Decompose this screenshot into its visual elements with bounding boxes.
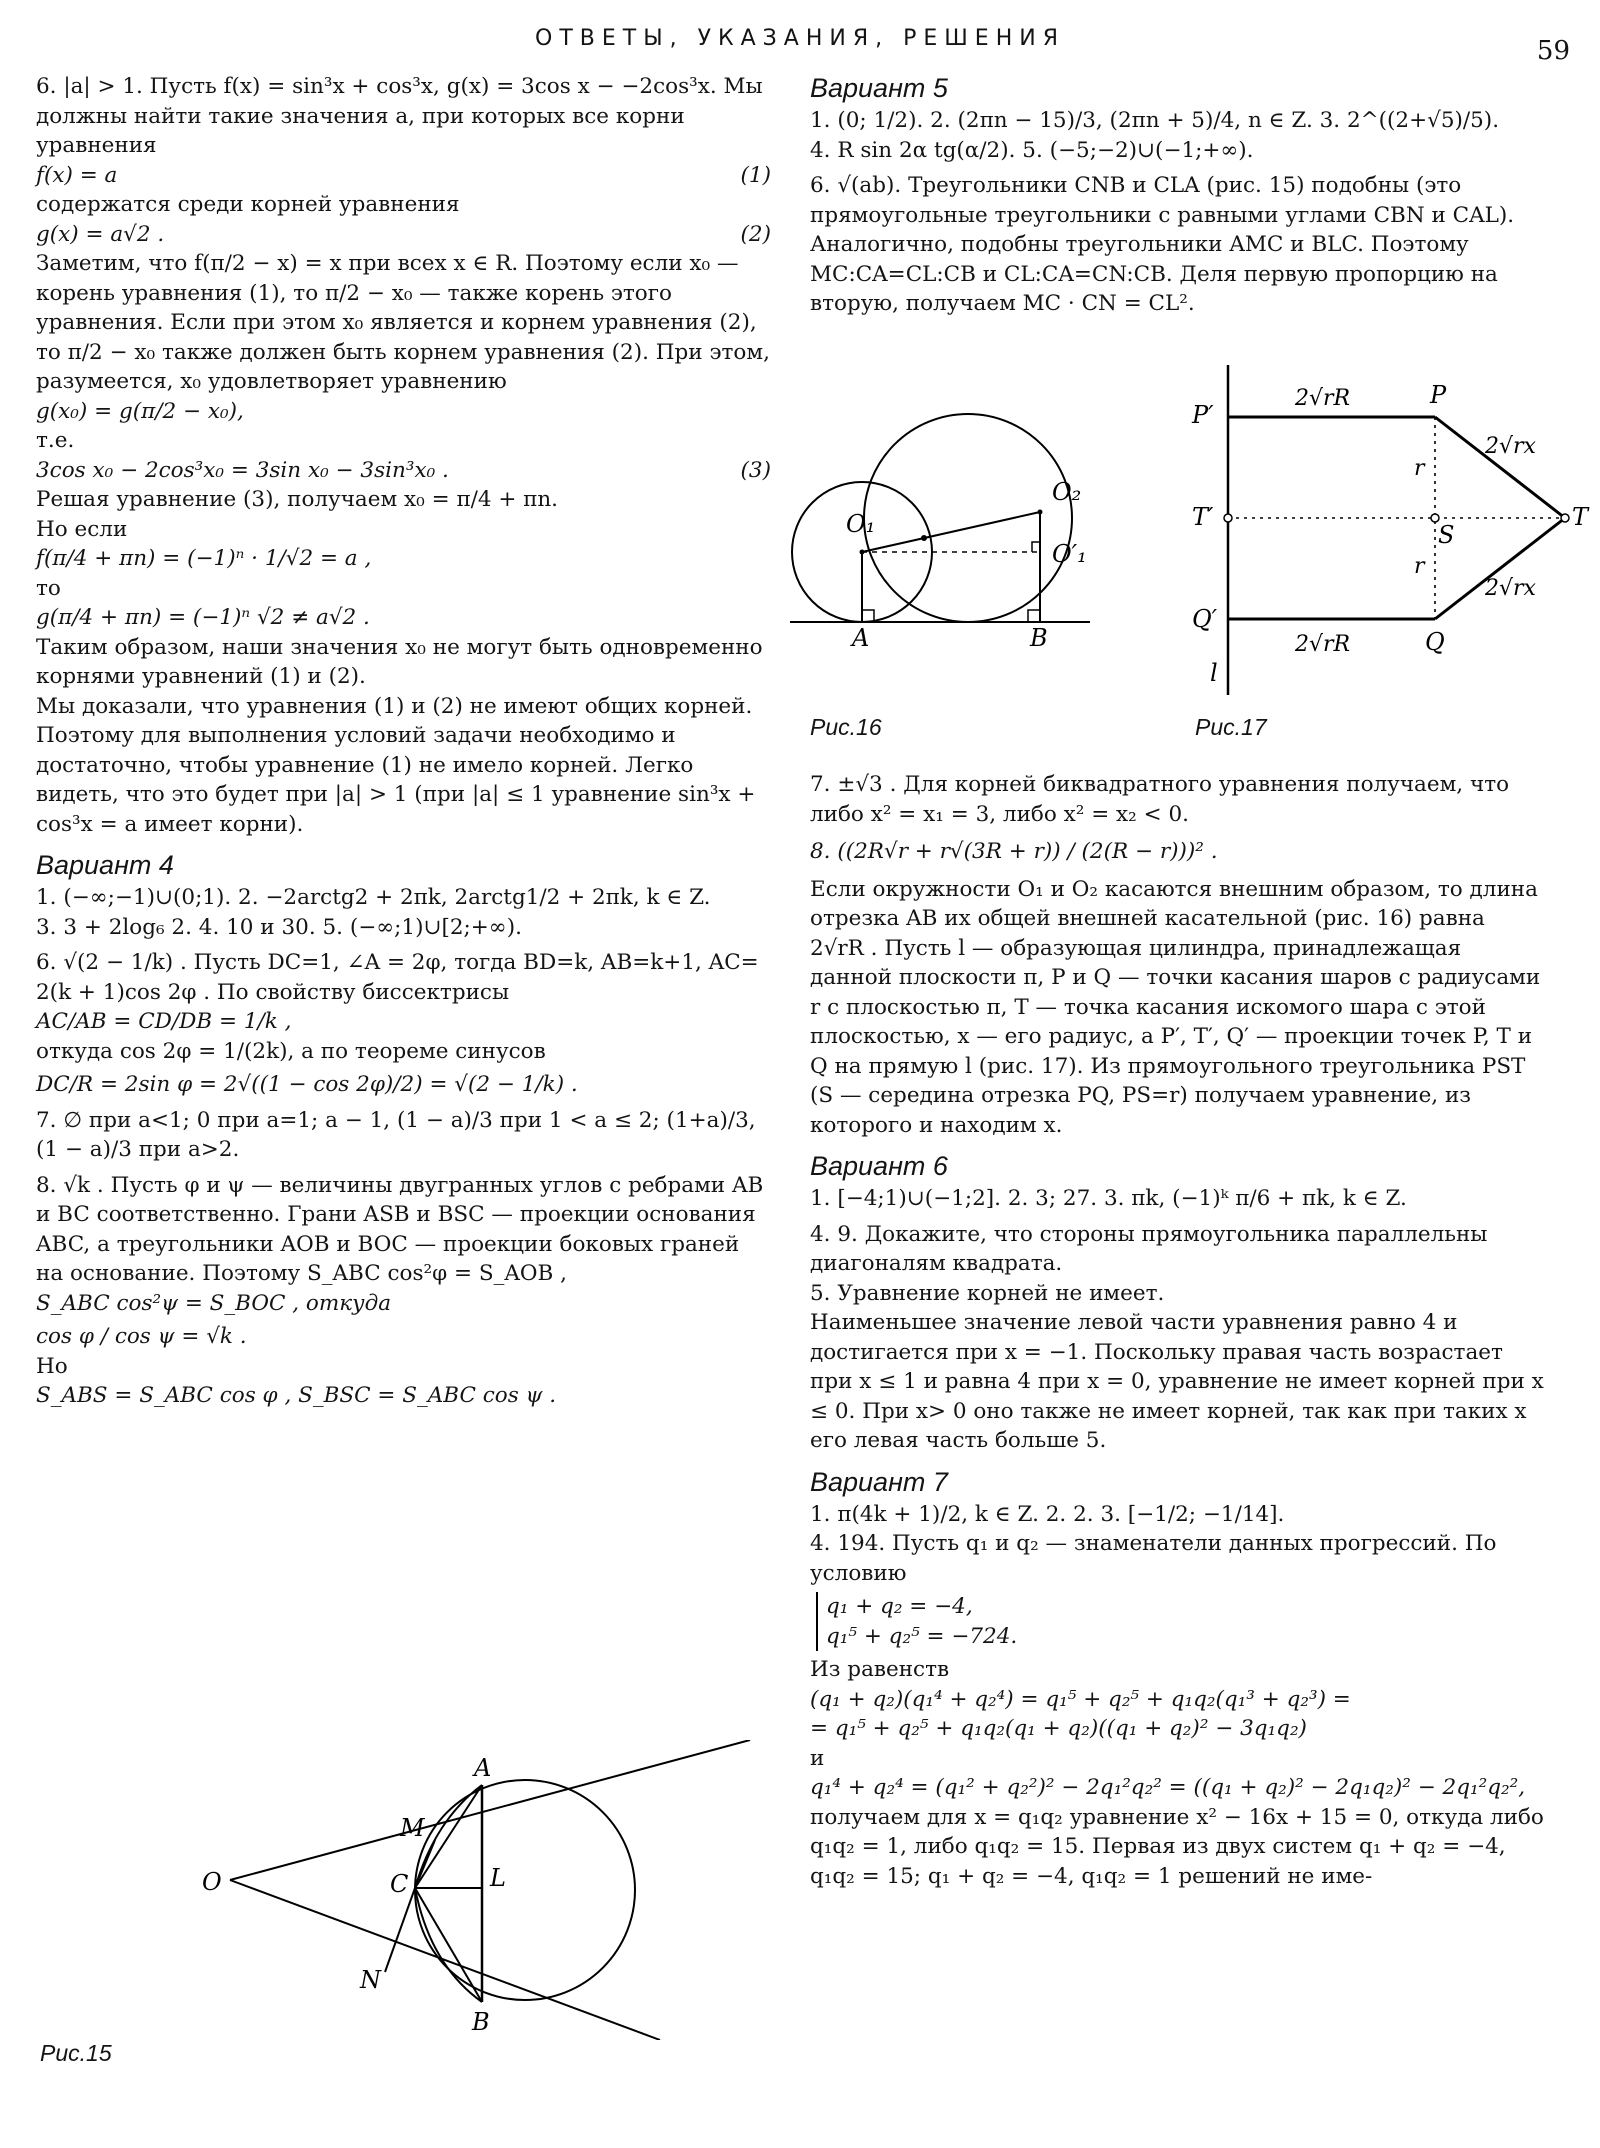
v7-identity-2: = q₁⁵ + q₂⁵ + q₁q₂(q₁ + q₂)((q₁ + q₂)² − 3q₁q₂) <box>810 1716 1307 1741</box>
v7-problem4-text: 4. 194. Пусть q₁ и q₂ — знаменатели данных прогрессий. По условию <box>810 1531 1497 1586</box>
right-column-lower <box>810 770 1545 1891</box>
figure-15-caption: Рис.15 <box>40 2040 112 2066</box>
fig17-label-top-length: 2√rR <box>1295 386 1351 411</box>
v4-ratio-equation: AC/AB = CD/DB = 1/k , <box>36 1009 292 1034</box>
v7-from-equalities: Из равенств <box>810 1657 950 1682</box>
segment-q-t <box>1435 518 1565 619</box>
v7-system <box>816 1592 1545 1651</box>
v7-and: и <box>810 1745 825 1771</box>
right-column <box>810 72 1545 319</box>
fig15-label-m: M <box>400 1814 425 1842</box>
right-angle-b <box>1028 610 1040 622</box>
page-number: 59 <box>1536 36 1570 66</box>
fig17-label-s: S <box>1438 521 1455 549</box>
point-t <box>1561 514 1569 522</box>
v6-problem4-text: 4. 9. Докажите, что стороны прямоугольника параллельны диагоналям квадрата. <box>810 1221 1488 1276</box>
fig17-label-upper-slant: 2√rx <box>1485 434 1536 459</box>
v5-problem8-answer: 8. ((2R√r + r√(3R + r)) / (2(R − r)))² . <box>810 839 1218 864</box>
text-conclusion: Таким образом, наши значения x₀ не могут быть одновременно корнями уравнений (1) и (2). <box>36 634 763 689</box>
v4-problem8-text: 8. √k . Пусть φ и ψ — величины двугранных углов с ребрами AB и BC соответственно. Грани ASB и BSC — проекции основания ABC, а треугольники AOB и BOC — проекции боковых граней на основание. Поэтому S_ABC cos²φ = S_AOB , <box>36 1172 764 1286</box>
fig16-label-b: B <box>1030 624 1048 652</box>
v7-identity-1: (q₁ + q₂)(q₁⁴ + q₂⁴) = q₁⁵ + q₂⁵ + q₁q₂(q₁³ + q₂³) = <box>810 1686 1351 1712</box>
equation-2 <box>36 220 771 250</box>
figure-16-caption: Рис.16 <box>810 714 882 740</box>
running-title: ОТВЕТЫ, УКАЗАНИЯ, РЕШЕНИЯ <box>535 26 1065 51</box>
left-column <box>36 72 771 1411</box>
fig15-label-l: L <box>490 1864 506 1892</box>
tangent-line-lower <box>230 1880 660 2040</box>
v5-problem8-text: Если окружности O₁ и O₂ касаются внешним образом, то длина отрезка AB их общей внешней касательной (рис. 16) равна 2√rR . Пусть l — образующая цилиндра, принадлежащая данной плоскости π, P и Q — точки касания шаров с радиусами r с плоскостью π, T — точка касания искомого шара с этой плоскостью, x — его радиус, а P′, T′, Q′ — проекции точек P, T и Q на прямую l (рис. 17). Из прямоугольного треугольника PST (S — середина отрезка PQ, PS=r) получаем уравнение, из которого и находим x. <box>810 876 1541 1138</box>
equation-g-symmetry: g(x₀) = g(π/2 − x₀), <box>36 398 244 424</box>
v7-system-eq2: q₁⁵ + q₂⁵ = −724. <box>826 1623 1018 1649</box>
segment-p-t <box>1435 417 1565 518</box>
right-angle-o1prime <box>1032 542 1040 552</box>
fig17-label-q-prime: Q′ <box>1192 605 1218 633</box>
v4-answers-line2: 3. 3 + 2log₆ 2. 4. 10 и 30. 5. (−∞;1)∪[2;+∞). <box>36 914 522 940</box>
fig17-label-r-lower: r <box>1414 554 1425 579</box>
text-then: то <box>36 575 61 601</box>
v4-area-equation-2: S_ABS = S_ABC cos φ , S_BSC = S_ABC cos ψ . <box>36 1383 557 1408</box>
point-t-prime <box>1224 514 1232 522</box>
v7-conclusion: получаем для x = q₁q₂ уравнение x² − 16x + 15 = 0, откуда либо q₁q₂ = 1, либо q₁q₂ = 15. Первая из двух систем q₁ + q₂ = −4, q₁q₂ = 15; q₁ + q₂ = −4, q₁q₂ = 1 решений не име- <box>810 1804 1544 1889</box>
fig17-label-t: T <box>1572 503 1589 531</box>
text-but-if: Но если <box>36 516 128 542</box>
fig16-label-o2: O₂ <box>1052 478 1082 506</box>
text-contained: содержатся среди корней уравнения <box>36 192 460 217</box>
fig15-label-n: N <box>360 1966 381 1994</box>
v7-identity-3: q₁⁴ + q₂⁴ = (q₁² + q₂²)² − 2q₁²q₂² = ((q₁ + q₂)² − 2q₁q₂)² − 2q₁²q₂², <box>810 1775 1526 1800</box>
v4-area-equation-1: S_ABC cos²ψ = S_BOC , откуда <box>36 1290 392 1316</box>
fig16-label-a: A <box>852 624 870 652</box>
v4-sine-equation: DC/R = 2sin φ = 2√((1 − cos 2φ)/2) = √(2 − 1/k) . <box>36 1072 578 1097</box>
v3-problem6-text: 6. |a| > 1. Пусть f(x) = sin³x + cos³x, g(x) = 3cos x − −2cos³x. Мы должны найти такие значения a, при которых все корни уравнения <box>36 74 763 158</box>
variant-4-heading: Вариант 4 <box>36 850 174 880</box>
v4-problem7-text: 7. ∅ при a<1; 0 при a=1; a − 1, (1 − a)/3 при 1 < a ≤ 2; (1+a)/3, (1 − a)/3 при a>2. <box>36 1107 756 1162</box>
equation-1-number: (1) <box>740 162 771 188</box>
tangency-point <box>921 535 927 541</box>
figure-17 <box>1180 365 1590 695</box>
right-angle-a <box>862 610 874 622</box>
v6-problem5-text: 5. Уравнение корней не имеет. <box>810 1280 1165 1306</box>
fig17-label-l: l <box>1210 659 1218 687</box>
figure-17-caption: Рис.17 <box>1195 714 1267 740</box>
figure-15 <box>190 1740 770 2040</box>
fig17-label-r-upper: r <box>1414 456 1425 481</box>
fig16-label-o1: O₁ <box>846 510 876 538</box>
fig17-label-lower-slant: 2√rx <box>1485 576 1536 601</box>
variant-6-heading: Вариант 6 <box>810 1151 948 1181</box>
fig15-label-b: B <box>472 2008 490 2036</box>
variant-7-heading: Вариант 7 <box>810 1466 948 1497</box>
fig15-label-c: C <box>390 1870 409 1898</box>
v6-answers-line1: 1. [−4;1)∪(−1;2]. 2. 3; 27. 3. πk, (−1)ᵏ π/6 + πk, k ∈ Z. <box>810 1186 1407 1211</box>
text-proved: Мы доказали, что уравнения (1) и (2) не имеют общих корней. Поэтому для выполнения условий задачи необходимо и достаточно, чтобы уравнение (1) не имело корней. Легко видеть, что это будет при |a| > 1 (при |a| ≤ 1 уравнение sin³x + cos³x = a имеет корни). <box>36 693 756 837</box>
fig15-label-a: A <box>474 1754 492 1782</box>
fig17-label-q: Q <box>1425 628 1445 656</box>
v4-answers-line1: 1. (−∞;−1)∪(0;1). 2. −2arctg2 + 2πk, 2arctg1/2 + 2πk, k ∈ Z. <box>36 885 711 910</box>
figure-16 <box>790 400 1090 660</box>
v4-but: Но <box>36 1353 68 1379</box>
v7-system-eq1: q₁ + q₂ = −4, <box>826 1594 973 1619</box>
fig15-label-o: O <box>202 1868 222 1896</box>
equation-3-body: 3cos x₀ − 2cos³x₀ = 3sin x₀ − 3sin³x₀ . <box>36 457 449 483</box>
equation-1-body: f(x) = a <box>36 162 118 188</box>
text-te: т.е. <box>36 428 75 453</box>
fig17-label-p: P <box>1430 381 1447 409</box>
fig17-label-p-prime: P′ <box>1192 401 1214 429</box>
variant-5-heading: Вариант 5 <box>810 73 948 103</box>
fig17-label-bottom-length: 2√rR <box>1295 632 1351 657</box>
v4-problem6-text: 6. √(2 − 1/k) . Пусть DC=1, ∠A = 2φ, тогда BD=k, AB=k+1, AC= 2(k + 1)cos 2φ . По свойству биссектрисы <box>36 950 759 1005</box>
v7-answers-line1: 1. π(4k + 1)/2, k ∈ Z. 2. 2. 3. [−1/2; −1/14]. <box>810 1501 1285 1527</box>
fig17-label-t-prime: T′ <box>1192 503 1214 531</box>
v4-problem6-cont: откуда cos 2φ = 1/(2k), а по теореме синусов <box>36 1038 546 1064</box>
v5-answers-line1: 1. (0; 1/2). 2. (2πn − 15)/3, (2πn + 5)/4, n ∈ Z. 3. 2^((2+√5)/5). <box>810 108 1500 133</box>
segment-ca <box>415 1785 482 1888</box>
segment-cb <box>415 1888 482 2002</box>
point-o2 <box>1038 510 1043 515</box>
fig16-label-o1prime: O′₁ <box>1052 540 1087 568</box>
v5-answers-line2: 4. R sin 2α tg(α/2). 5. (−5;−2)∪(−1;+∞). <box>810 137 1254 163</box>
text-solving: Решая уравнение (3), получаем x₀ = π/4 + πn. <box>36 487 558 512</box>
equation-2-body: g(x) = a√2 . <box>36 221 165 247</box>
center-line <box>862 512 1040 552</box>
v5-problem7-text: 7. ±√3 . Для корней биквадратного уравнения получаем, что либо x² = x₁ = 3, либо x² = x₂ < 0. <box>810 772 1510 827</box>
v6-problem5-explanation: Наименьшее значение левой части уравнения равно 4 и достигается при x = −1. Поскольку правая часть возрастает при x ≤ 1 и равна 4 при x = 0, уравнение не имеет корней при x ≤ 0. При x> 0 оно также не имеет корней, так как при таких x его левая часть больше 5. <box>810 1310 1544 1453</box>
equation-1 <box>36 161 771 191</box>
segment-cn <box>385 1888 415 1972</box>
v5-problem6-text: 6. √(ab). Треугольники CNB и CLA (рис. 15) подобны (это прямоугольные треугольники с равными углами CBN и CAL). Аналогично, подобны треугольники AMC и BLC. Поэтому MC:CA=CL:CB и CL:CA=CN:CB. Деля первую пропорцию на вторую, получаем MC · CN = CL². <box>810 173 1515 316</box>
equation-f-value: f(π/4 + πn) = (−1)ⁿ · 1/√2 = a , <box>36 546 372 571</box>
equation-g-value: g(π/4 + πn) = (−1)ⁿ √2 ≠ a√2 . <box>36 605 370 630</box>
equation-3-number: (3) <box>740 457 771 483</box>
equation-3 <box>36 456 771 486</box>
text-note: Заметим, что f(π/2 − x) = x при всех x ∈ R. Поэтому если x₀ — корень уравнения (1), то π/2 − x₀ — также корень этого уравнения. Если при этом x₀ является и корнем уравнения (2), то π/2 − x₀ также должен быть корнем уравнения (2). При этом, разумеется, x₀ удовлетворяет уравнению <box>36 251 770 394</box>
equation-2-number: (2) <box>740 221 771 247</box>
point-o1 <box>860 550 865 555</box>
v4-cos-ratio: cos φ / cos ψ = √k . <box>36 1324 247 1349</box>
